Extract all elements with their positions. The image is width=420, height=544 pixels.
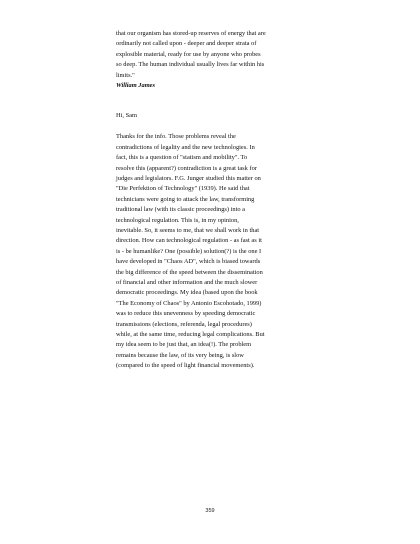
body-line: was to reduce this unevenness by speeding democratic	[116, 310, 256, 318]
quote-line: so deep. The human individual usually lives far within his	[116, 61, 265, 69]
body-line: judges and legislators. F.G. Junger studied this matter on	[116, 174, 261, 182]
body-line: is - be humanlike? One (possible) solution(?) is the one I	[116, 247, 262, 255]
quote-line: that our organism has stored-up reserves of energy that are	[116, 30, 266, 37]
body-line: Thanks for the info. Those problems reveal the	[116, 133, 236, 141]
body-line: fact, this is a question of "statism and mobility". To	[116, 154, 248, 162]
body-line: democratic proceedings. My idea (based upon the book	[116, 289, 258, 297]
quote-block	[116, 29, 312, 91]
body-line: resolve this (apparent?) contradiction is a great task for	[116, 164, 257, 172]
body-line: "The Economy of Chaos" by Antonio Escohotado, 1999)	[116, 299, 262, 307]
body-line: remains because the law, of its very being, is slow	[116, 351, 244, 359]
body-line: contradictions of legality and the new technologies. In	[116, 143, 255, 151]
body-line: of financial and other information and the much slower	[116, 279, 258, 287]
body-line: technological regulation. This is, in my opinion,	[116, 216, 239, 224]
body-line: (compared to the speed of light financial movements).	[116, 362, 255, 370]
document-page	[116, 29, 312, 372]
quote-line: limits."	[116, 71, 135, 79]
body-line: direction. How can technological regulation - as fast as it	[116, 237, 262, 245]
body-line: the big difference of the speed between the dissemination	[116, 268, 263, 276]
body-line: "Die Perfektion of Technology" (1939). He said that	[116, 185, 250, 193]
body-line: have developed in "Chaos AD", which is biased towards	[116, 258, 261, 266]
body-line: my idea seem to be just that, an idea(!). The problem	[116, 341, 252, 349]
quote-line: explosible material, ready for use by anyone who probes	[116, 50, 261, 58]
body-line: technicians were going to attack the law, transforming	[116, 195, 255, 203]
body-line: traditional law (with its classic proceedings) into a	[116, 206, 246, 214]
letter-greeting: Hi, Sam	[116, 112, 137, 120]
quote-author: William James	[116, 82, 155, 90]
letter-body	[116, 132, 312, 371]
body-line: inevitable. So, it seems to me, that we shall work in that	[116, 227, 260, 234]
body-line: transmissions (elections, referenda, legal procedures)	[116, 320, 252, 328]
body-line: while, at the same time, reducing legal complications. But	[116, 331, 265, 339]
page-number: 359	[205, 508, 215, 514]
quote-line: ordinarily not called upon - deeper and deeper strata of	[116, 40, 257, 48]
